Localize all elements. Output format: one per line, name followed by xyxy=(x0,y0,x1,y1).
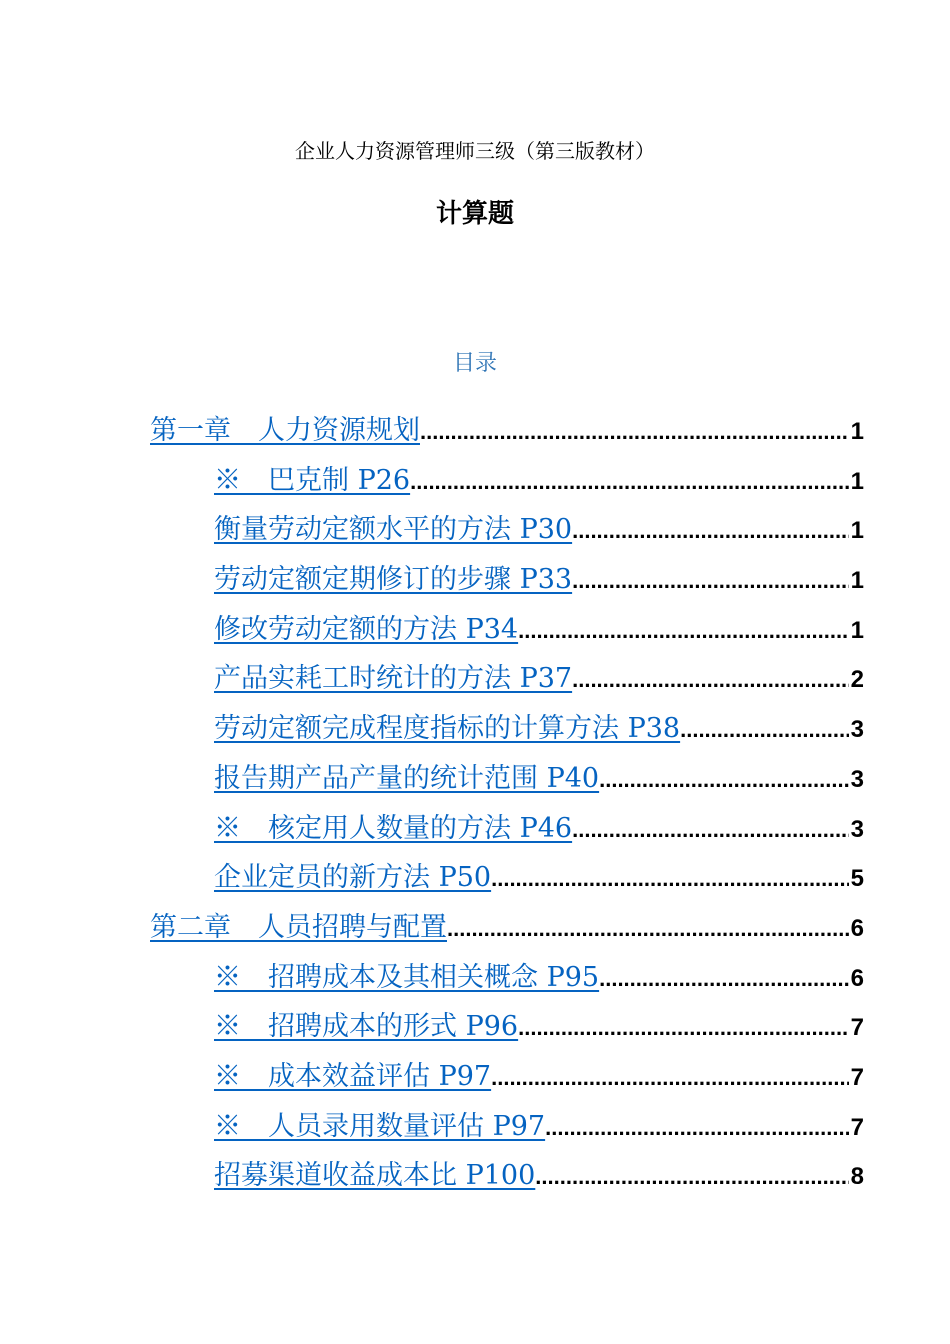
toc-dot-leader xyxy=(518,1003,849,1053)
toc-page-number: 1 xyxy=(850,567,864,595)
toc-page-number: 7 xyxy=(850,1063,864,1091)
toc-page-number: 1 xyxy=(850,517,864,545)
toc-page-number: 1 xyxy=(850,418,864,445)
document-title: 企业人力资源管理师三级（第三版教材） xyxy=(295,139,655,163)
toc-page-number: 2 xyxy=(850,666,864,694)
toc-page-number: 6 xyxy=(850,914,864,942)
toc-dot-leader xyxy=(410,457,849,507)
toc-link[interactable]: 劳动定额完成程度指标的计算方法 P38 xyxy=(214,713,681,745)
toc-link[interactable]: ※ 招聘成本及其相关概念 P95 xyxy=(214,961,600,993)
toc-entry[interactable] xyxy=(150,704,864,754)
toc-page-number: 6 xyxy=(850,964,864,992)
toc-dot-leader xyxy=(599,954,849,1004)
toc-entry[interactable] xyxy=(150,505,864,555)
toc-link[interactable]: 产品实耗工时统计的方法 P37 xyxy=(214,663,573,695)
table-of-contents xyxy=(150,406,864,1201)
toc-dot-leader xyxy=(420,407,849,457)
toc-entry[interactable] xyxy=(150,456,864,506)
toc-entry[interactable] xyxy=(150,1002,864,1052)
toc-dot-leader xyxy=(572,556,849,606)
toc-page-number: 7 xyxy=(850,1113,864,1141)
toc-dot-leader xyxy=(518,606,849,656)
toc-entry[interactable] xyxy=(150,1052,864,1102)
toc-page-number: 5 xyxy=(850,865,864,893)
toc-link[interactable]: ※ 人员录用数量评估 P97 xyxy=(214,1110,546,1142)
toc-page-number: 1 xyxy=(850,467,864,495)
toc-dot-leader xyxy=(572,506,849,556)
toc-link[interactable]: ※ 巴克制 P26 xyxy=(214,464,411,496)
toc-dot-leader xyxy=(535,1152,848,1202)
toc-entry-chapter-2[interactable] xyxy=(150,903,864,953)
toc-dot-leader xyxy=(599,755,849,805)
toc-entry[interactable] xyxy=(150,804,864,854)
toc-link[interactable]: 劳动定额定期修订的步骤 P33 xyxy=(214,564,573,596)
toc-dot-leader xyxy=(545,1103,849,1153)
toc-entry[interactable] xyxy=(150,1102,864,1152)
toc-dot-leader xyxy=(680,705,849,755)
toc-entry[interactable] xyxy=(150,654,864,704)
toc-entry[interactable] xyxy=(150,853,864,903)
toc-entry[interactable] xyxy=(150,555,864,605)
toc-link[interactable]: 衡量劳动定额水平的方法 P30 xyxy=(214,514,573,546)
toc-link[interactable]: ※ 成本效益评估 P97 xyxy=(214,1060,492,1092)
toc-dot-leader xyxy=(572,655,849,705)
document-subtitle: 计算题 xyxy=(435,199,514,229)
toc-heading: 目录 xyxy=(452,351,497,376)
toc-entry[interactable] xyxy=(150,1151,864,1201)
toc-page-number: 3 xyxy=(850,765,864,793)
toc-page-number: 7 xyxy=(850,1014,864,1042)
toc-page-number: 1 xyxy=(850,616,864,644)
toc-link[interactable]: 修改劳动定额的方法 P34 xyxy=(214,613,519,645)
toc-page-number: 3 xyxy=(850,815,864,843)
toc-page-number: 3 xyxy=(850,716,864,744)
toc-dot-leader xyxy=(447,904,849,954)
toc-link[interactable]: 招募渠道收益成本比 P100 xyxy=(214,1160,536,1192)
toc-dot-leader xyxy=(572,805,849,855)
toc-link[interactable]: 第一章 人力资源规划 xyxy=(150,415,420,446)
toc-entry[interactable] xyxy=(150,953,864,1003)
toc-entry[interactable] xyxy=(150,605,864,655)
toc-link[interactable]: ※ 招聘成本的形式 P96 xyxy=(214,1011,519,1043)
toc-page-number: 8 xyxy=(850,1163,864,1191)
toc-link[interactable]: 企业定员的新方法 P50 xyxy=(214,862,492,894)
toc-dot-leader xyxy=(491,854,849,904)
toc-link[interactable]: 报告期产品产量的统计范围 P40 xyxy=(214,762,600,794)
toc-dot-leader xyxy=(491,1053,849,1103)
toc-link[interactable]: ※ 核定用人数量的方法 P46 xyxy=(214,812,573,844)
toc-entry[interactable] xyxy=(150,754,864,804)
toc-entry-chapter-1[interactable] xyxy=(150,406,864,456)
toc-link[interactable]: 第二章 人员招聘与配置 xyxy=(150,911,447,943)
